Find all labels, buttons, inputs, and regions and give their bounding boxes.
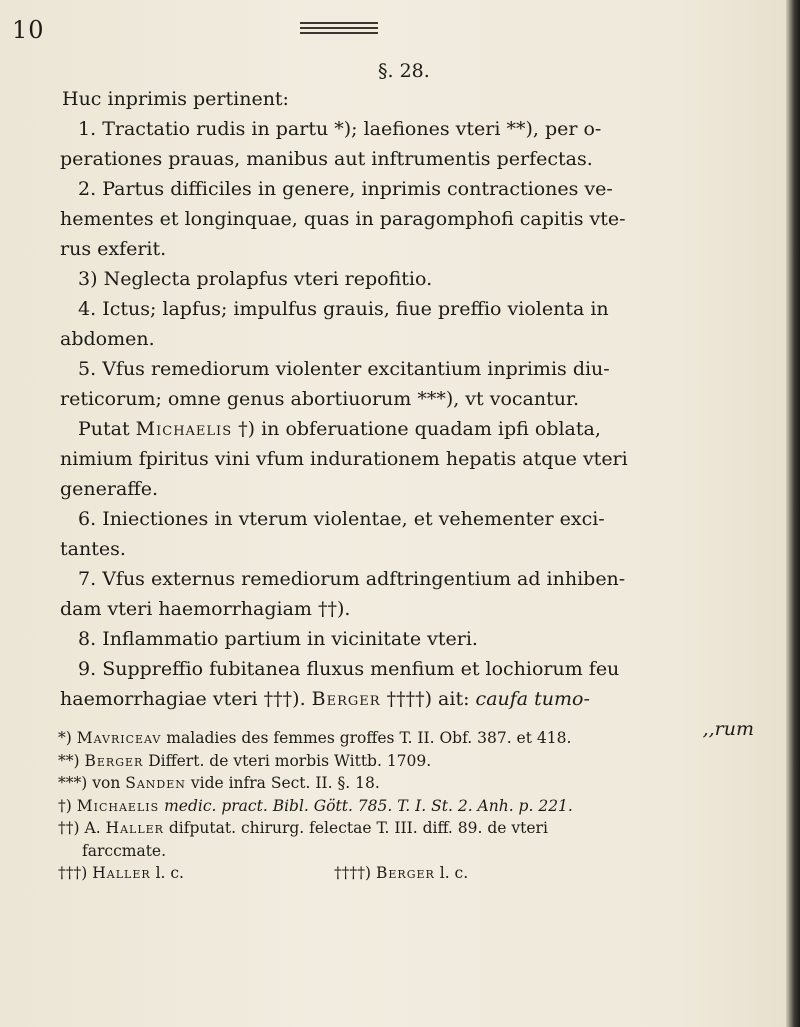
footnote-5-cont: farccmate. — [82, 841, 167, 860]
list-item-9: 9. Suppreffio fubitanea fluxus menfium et lochiorum feu — [78, 658, 620, 680]
main-text — [60, 84, 760, 744]
list-item-4: 4. Ictus; lapfus; impulfus grauis, fiue preffio violenta in — [78, 298, 609, 320]
list-item-4-cont: abdomen. — [60, 328, 155, 350]
list-item-1-cont: perationes prauas, manibus aut inftrumentis perfectas. — [60, 148, 593, 170]
list-item-3: 3) Neglecta prolapfus vteri repofitio. — [78, 268, 433, 290]
list-item-1: 1. Tractatio rudis in partu *); laefiones vteri **), per o- — [78, 118, 602, 140]
list-item-5-cont3: generaffe. — [60, 478, 159, 500]
list-item-5-cont2: nimium fpiritus vini vfum indurationem hepatis atque vteri — [60, 448, 628, 470]
list-item-7-cont: dam vteri haemorrhagiam ††). — [60, 598, 351, 620]
list-item-9-cont: haemorrhagiae vteri †††). Berger ††††) ait: caufa tumo- — [60, 688, 590, 710]
footnote-4: †) Michaelis medic. pract. Bibl. Gött. 785. T. I. St. 2. Anh. p. 221. — [58, 796, 573, 815]
footnote-3: ***) von Sanden vide infra Sect. II. §. 18. — [58, 774, 380, 792]
list-item-5-cont: reticorum; omne genus abortiuorum ***), vt vocantur. — [60, 388, 580, 410]
list-item-2-cont2: rus exferit. — [60, 238, 167, 260]
list-item-5-michaelis: Putat Michaelis †) in obferuatione quadam ipfi oblata, — [78, 418, 601, 440]
list-item-7: 7. Vfus externus remediorum adftringentium ad inhiben- — [78, 568, 626, 590]
list-item-2-cont: hementes et longinquae, quas in paragomphofi capitis vte- — [60, 208, 626, 230]
footnote-2: **) Berger Differt. de vteri morbis Wittb. 1709. — [58, 751, 432, 770]
page-number: 10 — [12, 16, 45, 44]
list-item-6: 6. Iniectiones in vterum violentae, et vehementer exci- — [78, 508, 605, 530]
book-spine-edge — [786, 0, 800, 1027]
list-item-5: 5. Vfus remediorum violenter excitantium inprimis diu- — [78, 358, 610, 380]
footnote-6: †††) Haller l. c. ††††) Berger l. c. — [58, 864, 469, 882]
catchword: ,,rum — [702, 718, 754, 740]
footnote-5: ††) A. Haller difputat. chirurg. felectae T. III. diff. 89. de vteri — [58, 819, 548, 837]
footnote-1: *) Mavriceav maladies des femmes groffes T. II. Obf. 387. et 418. — [58, 729, 572, 747]
intro-line: Huc inprimis pertinent: — [62, 88, 289, 110]
header-ornament-rule — [300, 22, 378, 36]
footnotes — [58, 727, 768, 885]
list-item-2: 2. Partus difficiles in genere, inprimis contractiones ve- — [78, 178, 613, 200]
section-heading: §. 28. — [378, 60, 430, 82]
list-item-6-cont: tantes. — [60, 538, 126, 560]
list-item-8: 8. Inflammatio partium in vicinitate vteri. — [78, 628, 478, 650]
